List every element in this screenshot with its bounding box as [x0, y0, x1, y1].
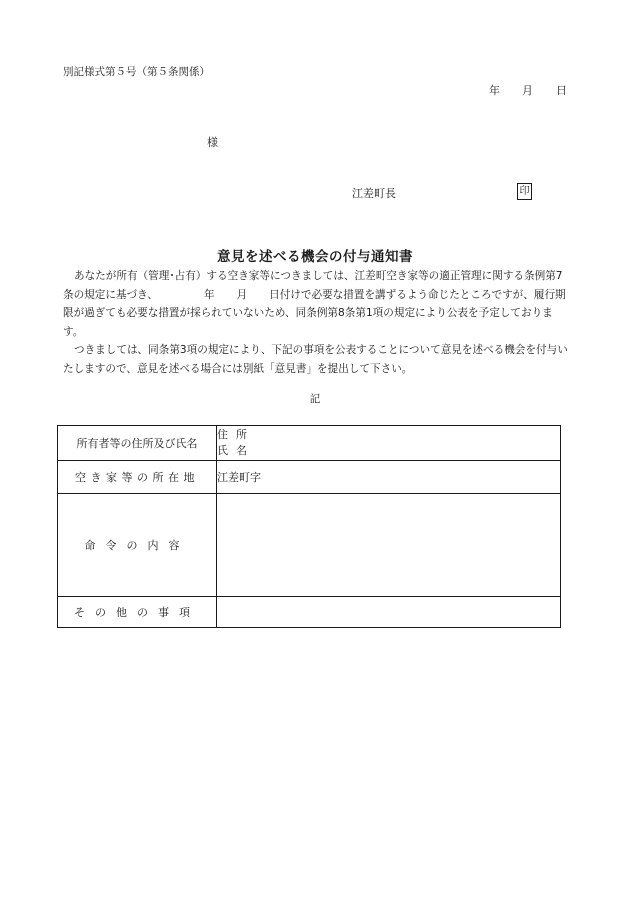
owner-label: 所有者等の住所及び氏名 — [58, 426, 217, 461]
document-title: 意見を述べる機会の付与通知書 — [217, 249, 413, 265]
body-paragraph-2: つきましては、同条第3項の規定により、下記の事項を公表することについて意見を述べる機会を付与いたしますので、意見を述べる場合には別紙「意見書」を提出して下さい。 — [63, 344, 568, 375]
body-date-month: 月 — [236, 288, 248, 301]
order-label: 命令の内容 — [58, 494, 217, 597]
owner-address-label: 住所 — [217, 428, 255, 441]
table-row-location — [58, 461, 561, 494]
date-month-label: 月 — [522, 84, 533, 97]
owner-name-label: 氏名 — [217, 444, 255, 457]
ki-heading: 記 — [309, 393, 321, 405]
body-paragraph-1 — [63, 267, 573, 341]
notice-body — [63, 267, 573, 378]
seal-mark: 印 — [517, 183, 532, 200]
location-value: 江差町字 — [217, 461, 561, 494]
table-row-order — [58, 494, 561, 597]
table-row-owner — [58, 426, 561, 461]
owner-value-cell — [217, 426, 561, 461]
notice-details-table — [57, 425, 561, 628]
body-paragraph-1-start: あなたが所有（管理･占有）する空き家等につきましては、江差町空き家等の適正管理に関する条例第7条の規定に基づき、 — [63, 270, 563, 301]
order-value — [217, 494, 561, 597]
addressee-honorific: 様 — [207, 136, 218, 149]
body-paragraph-1-end: 日付けで必要な措置を講ずるよう命じたところですが、履行期限が過ぎても必要な措置が採られていないため、同条例第8条第1項の規定により公表を予定しております。 — [63, 288, 566, 338]
date-day-label: 日 — [556, 84, 567, 97]
other-value — [217, 597, 561, 628]
table-row-other — [58, 597, 561, 628]
location-label: 空き家等の所在地 — [58, 461, 217, 494]
date-year-label: 年 — [489, 84, 500, 97]
other-label: その他の事項 — [58, 597, 217, 628]
body-date-year: 年 — [203, 288, 215, 301]
form-number: 別記様式第５号（第５条関係） — [63, 66, 210, 78]
sender-title: 江差町長 — [352, 187, 396, 200]
